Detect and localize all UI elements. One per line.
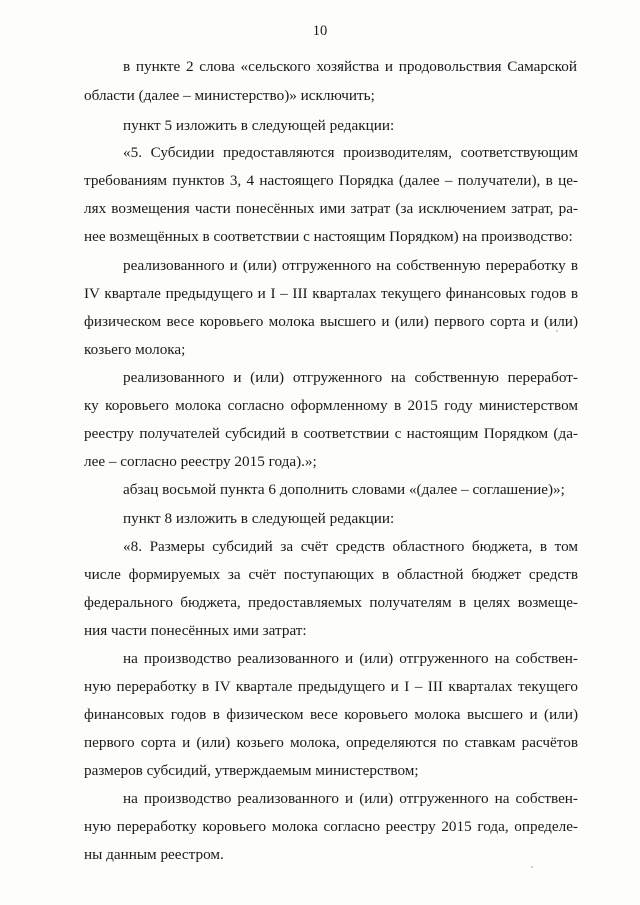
text-line: пункт 8 изложить в следующей редакции: [123, 510, 395, 527]
page-number: 10 [312, 23, 328, 39]
text-line: реестру получателей субсидий в соответствии с настоящим Порядком (да- [84, 425, 578, 442]
text-line: размеров субсидий, утверждаемым министерством; [84, 762, 419, 779]
text-line: ния части понесённых ими затрат: [84, 622, 307, 639]
text-line: на производство реализованного и (или) отгруженного на собствен- [123, 650, 578, 667]
text-line: области (далее – министерство)» исключить; [84, 87, 375, 104]
text-line: числе формируемых за счёт поступающих в областной бюджет средств [84, 566, 578, 583]
text-line: ную переработку коровьего молока согласно реестру 2015 года, определе- [84, 818, 578, 835]
text-line: реализованного и (или) отгруженного на собственную переработку в [123, 257, 578, 274]
text-line: IV квартале предыдущего и I – III кварталах текущего финансовых годов в [84, 285, 578, 302]
text-line: финансовых годов в физическом весе коровьего молока высшего и (или) [84, 706, 578, 723]
text-line: нее возмещённых в соответствии с настоящим Порядком) на производство: [84, 228, 573, 245]
text-line: федерального бюджета, предоставляемых получателям в целях возмеще- [84, 594, 578, 611]
text-line: «8. Размеры субсидий за счёт средств областного бюджета, в том [123, 538, 578, 555]
text-line: «5. Субсидии предоставляются производителям, соответствующим [123, 144, 578, 161]
text-line: реализованного и (или) отгруженного на собственную переработ- [123, 369, 578, 386]
text-line: требованиям пунктов 3, 4 настоящего Порядка (далее – получатели), в це- [84, 172, 578, 189]
text-line: абзац восьмой пункта 6 дополнить словами «(далее – соглашение)»; [123, 481, 565, 498]
text-line: лях возмещения части понесённых ими затрат (за исключением затрат, ра- [84, 200, 578, 217]
text-line: ную переработку в IV квартале предыдущего и I – III кварталах текущего [84, 678, 578, 695]
text-line: первого сорта и (или) козьего молока, определяются по ставкам расчётов [84, 734, 578, 751]
text-line: пункт 5 изложить в следующей редакции: [123, 117, 395, 134]
scan-speck [531, 866, 533, 868]
text-line: козьего молока; [84, 341, 186, 358]
text-line: в пункте 2 слова «сельского хозяйства и продовольствия Самарской [123, 58, 577, 75]
text-line: на производство реализованного и (или) отгруженного на собствен- [123, 790, 578, 807]
scan-speck [556, 330, 558, 332]
text-line: лее – согласно реестру 2015 года).»; [84, 453, 317, 470]
text-line: ны данным реестром. [84, 846, 224, 863]
text-line: ку коровьего молока согласно оформленному в 2015 году министерством [84, 397, 578, 414]
text-line: физическом весе коровьего молока высшего и (или) первого сорта и (или) [84, 313, 578, 330]
